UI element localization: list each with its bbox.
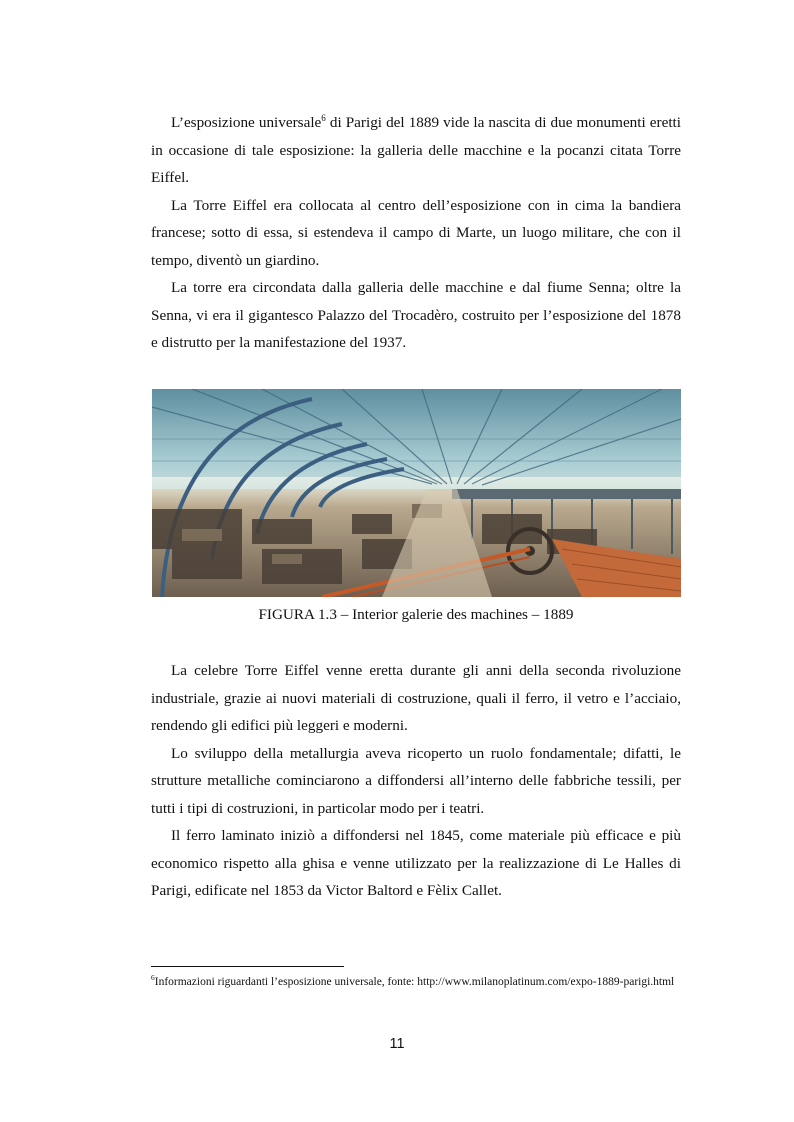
footnote [151,974,681,991]
figure-galerie-des-machines [152,389,681,597]
page-number: 11 [389,1036,405,1052]
footnote-separator [151,966,344,967]
footnote-text[interactable]: Informazioni riguardanti l’esposizione universale, fonte: http://www.milanoplatinum.com/expo-1889-parigi.html [154,976,675,988]
footnote-number: 6 [151,973,155,983]
footnote-reference[interactable]: 6 [321,112,326,123]
paragraph-senna: La torre era circondata dalla galleria delle macchine e dal fiume Senna; oltre la Senna, vi era il gigantesco Palazzo del Trocadèro, costruito per l’esposizione del 1878 e distrutto per la manifestazione del 1937. [151,279,681,351]
figure-caption: FIGURA 1.3 – Interior galerie des machines – 1889 [258,606,574,623]
paragraph-ferro-laminato: Il ferro laminato iniziò a diffondersi nel 1845, come materiale più efficace e più economico rispetto alla ghisa e venne utilizzato per la realizzazione di Le Halles di Parigi, edificate nel 1853 da Victor Baltord e Fèlix Callet. [151,827,681,899]
body-text-top [151,109,681,357]
gallery-photo-illustration [152,389,681,597]
paragraph-torre-eiffel: La Torre Eiffel era collocata al centro dell’esposizione con in cima la bandiera francese; sotto di essa, si estendeva il campo di Marte, un luogo militare, che con il tempo, diventò un giardino. [151,196,681,269]
paragraph-metallurgia: Lo sviluppo della metallurgia aveva ricoperto un ruolo fondamentale; difatti, le strutture metalliche cominciarono a diffondersi all’interno delle fabbriche tessili, per tutti i tipi di costruzioni, in particolar modo per i teatri. [151,744,681,817]
paragraph-esposizione: L’esposizione universale$^6$ di Parigi del 1889 vide la nascita di due monumenti eretti in occasione di tale esposizione: la galleria delle macchine e la pocanzi citata Torre Eiffel. [151,112,681,186]
paragraph-rivoluzione-industriale: La celebre Torre Eiffel venne eretta durante gli anni della seconda rivoluzione industriale, grazie ai nuovi materiali di costruzione, quali il ferro, il vetro e l’acciaio, rendendo gli edifici più leggeri e moderni. [151,662,681,734]
body-text-bottom [151,657,681,905]
